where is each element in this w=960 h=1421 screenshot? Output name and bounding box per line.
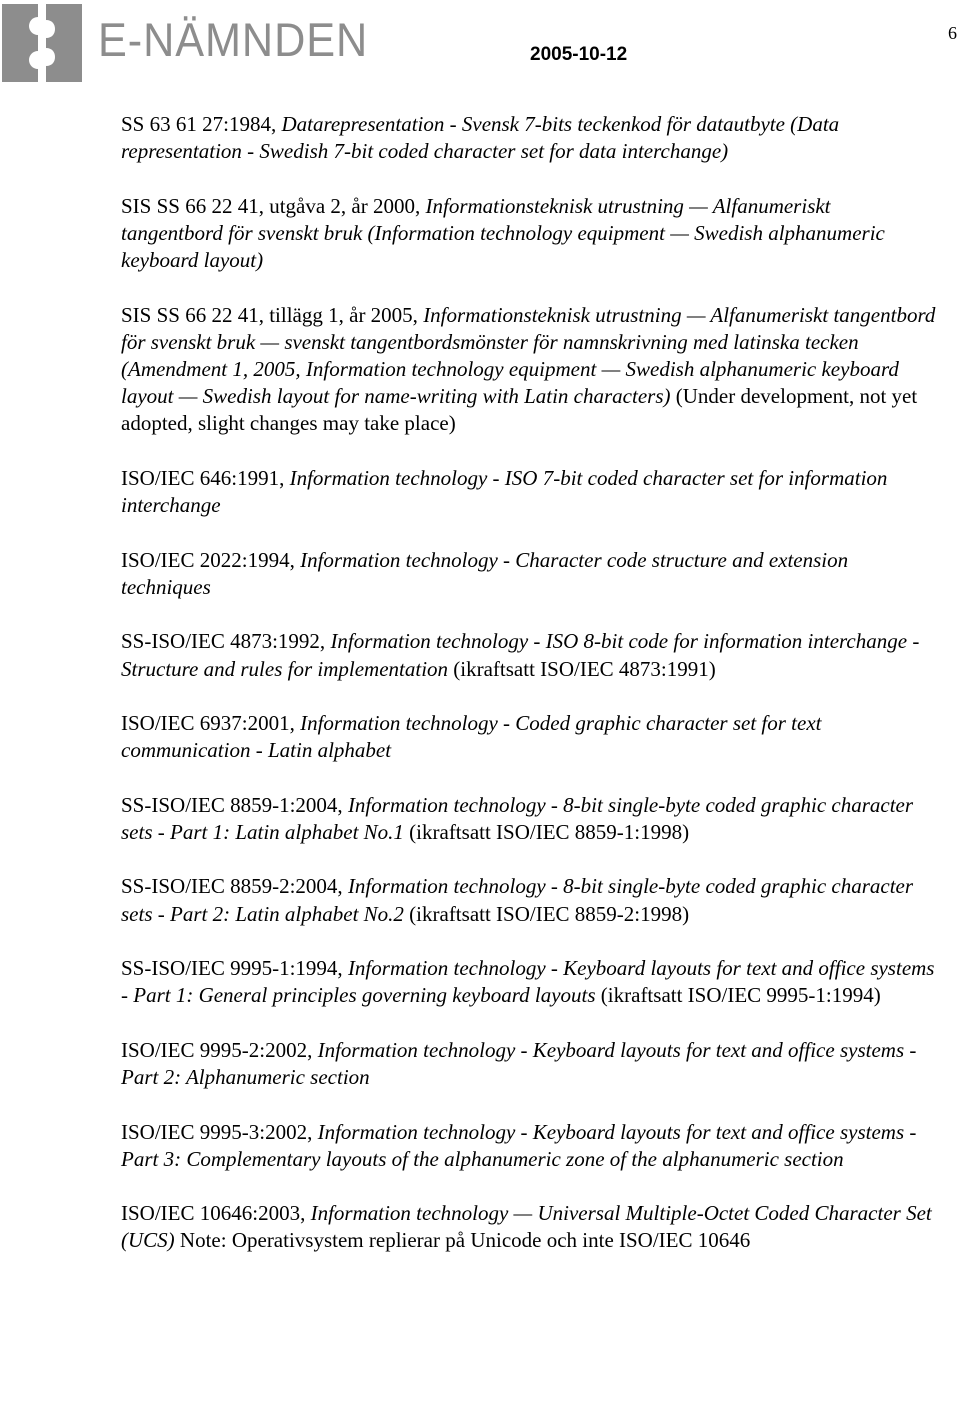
reference-item — [121, 1200, 936, 1254]
reference-code: SS-ISO/IEC 9995-1:1994, — [121, 956, 343, 981]
reference-title: Information technology - ISO 8-bit code for information interchange - Structure and rules for implementation — [121, 629, 920, 681]
reference-title: Information technology - Character code structure and extension techniques — [121, 547, 849, 599]
puzzle-logo-icon — [2, 4, 82, 82]
reference-title: Datarepresentation - Svensk 7-bits teckenkod för datautbyte (Data representation - Swedish 7-bit coded character set for data interchange) — [121, 112, 840, 164]
reference-title: Information technology - Keyboard layouts for text and office systems - Part 1: General principles governing keyboard layouts — [121, 956, 935, 1008]
reference-code: ISO/IEC 6937:2001, — [121, 711, 295, 736]
reference-title: Information technology - Keyboard layouts for text and office systems - Part 3: Complementary layouts of the alphanumeric zone of the alphanumeric section — [121, 1119, 917, 1171]
reference-code: ISO/IEC 646:1991, — [121, 465, 285, 490]
reference-note: (Under development, not yet adopted, slight changes may take place) — [121, 384, 918, 436]
reference-code: ISO/IEC 2022:1994, — [121, 547, 295, 572]
reference-title: Information technology - 8-bit single-byte coded graphic character sets - Part 2: Latin alphabet No.2 — [121, 874, 914, 926]
reference-item — [121, 955, 936, 1009]
reference-item — [121, 111, 936, 165]
reference-code: SS 63 61 27:1984, — [121, 112, 277, 136]
reference-note: (ikraftsatt ISO/IEC 8859-2:1998) — [409, 901, 690, 926]
reference-code: ISO/IEC 10646:2003, — [121, 1201, 306, 1226]
reference-item — [121, 1037, 936, 1091]
reference-code: ISO/IEC 9995-3:2002, — [121, 1119, 313, 1144]
reference-list — [121, 111, 936, 1255]
reference-item — [121, 547, 936, 601]
reference-item — [121, 302, 936, 438]
reference-note: (ikraftsatt ISO/IEC 8859-1:1998) — [409, 819, 690, 844]
reference-title: Informationsteknisk utrustning — Alfanumeriskt tangentbord för svenskt bruk (Information technology equipment — Swedish alphanumeric keyboard layout) — [121, 193, 885, 273]
reference-code: SS-ISO/IEC 4873:1992, — [121, 629, 326, 654]
reference-title: Information technology - Coded graphic character set for text communication - Latin alphabet — [121, 711, 822, 763]
reference-code: SS-ISO/IEC 8859-2:2004, — [121, 874, 343, 899]
reference-code: ISO/IEC 9995-2:2002, — [121, 1037, 313, 1062]
reference-item — [121, 792, 936, 846]
reference-note: (ikraftsatt ISO/IEC 4873:1991) — [453, 656, 716, 681]
reference-title: Information technology — Universal Multiple-Octet Coded Character Set (UCS) — [121, 1201, 932, 1253]
brand-name: E-NÄMNDEN — [98, 13, 369, 66]
reference-note: (ikraftsatt ISO/IEC 9995-1:1994) — [600, 983, 881, 1008]
reference-title: Informationsteknisk utrustning — Alfanumeriskt tangentbord för svenskt bruk — svenskt tangentbordsmönster för namnskrivning med latinska tecken (Amendment 1, 2005, Information technology equipment — Swedish alphanumeric keyboard layout — Swedish layout for name-writing with Latin characters) — [121, 302, 936, 409]
reference-item — [121, 873, 936, 927]
reference-item — [121, 710, 936, 764]
reference-code: SIS SS 66 22 41, utgåva 2, år 2000, — [121, 193, 421, 218]
reference-code: SS-ISO/IEC 8859-1:2004, — [121, 792, 343, 817]
document-date: 2005-10-12 — [530, 44, 628, 65]
reference-item — [121, 465, 936, 519]
reference-item — [121, 1119, 936, 1173]
reference-title: Information technology - ISO 7-bit coded character set for information interchange — [121, 465, 888, 518]
page-number: 6 — [948, 23, 957, 43]
reference-title: Information technology - 8-bit single-byte coded graphic character sets - Part 1: Latin alphabet No.1 — [121, 792, 914, 844]
reference-note: Note: Operativsystem replierar på Unicode och inte ISO/IEC 10646 — [179, 1228, 751, 1253]
reference-item — [121, 628, 936, 682]
reference-title: Information technology - Keyboard layouts for text and office systems - Part 2: Alphanumeric section — [121, 1037, 917, 1090]
reference-item — [121, 193, 936, 275]
reference-code: SIS SS 66 22 41, tillägg 1, år 2005, — [121, 302, 418, 327]
